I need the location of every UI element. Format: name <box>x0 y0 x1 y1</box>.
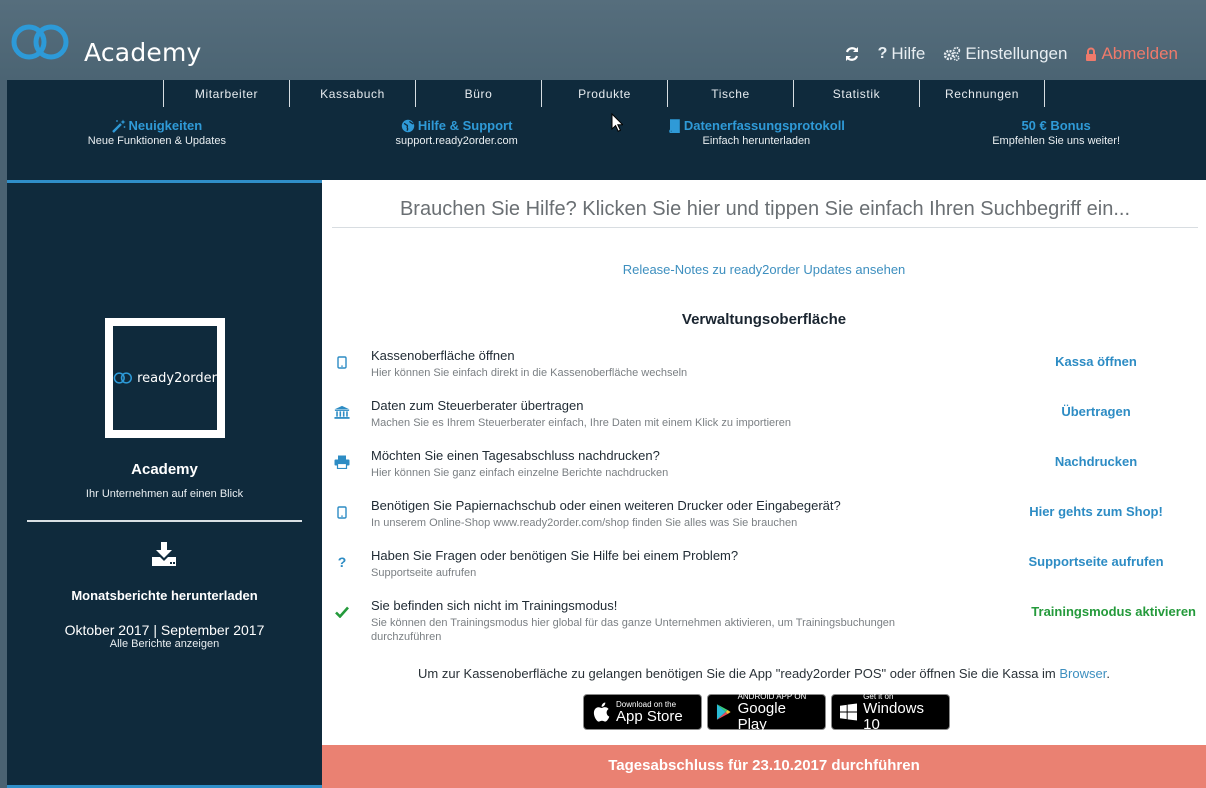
company-tagline: Ihr Unternehmen auf einen Blick <box>85 488 244 500</box>
feature-links <box>7 118 1206 147</box>
feature-protocol <box>607 118 907 147</box>
brand-name: ready2order <box>137 370 217 386</box>
windows-store-small: Get it on <box>863 691 894 701</box>
download-icon[interactable] <box>150 541 178 567</box>
transfer-button[interactable]: Übertragen <box>1061 404 1131 419</box>
main-navigation <box>7 80 1206 180</box>
top-bar <box>0 0 1206 80</box>
support-subtitle: support.ready2order.com <box>395 135 518 147</box>
tablet-icon <box>334 504 350 520</box>
tab-tische[interactable]: Tische <box>667 80 793 107</box>
help-search-input[interactable]: Brauchen Sie Hilfe? Klicken Sie hier und tippen Sie einfach Ihren Suchbegriff ein... <box>332 192 1198 228</box>
question-icon: ? <box>337 554 347 570</box>
ready2order-logo-icon <box>113 370 133 386</box>
bonus-title: 50 € Bonus <box>1021 118 1091 133</box>
app-hint-suffix: . <box>1106 666 1110 681</box>
company-name: Academy <box>131 461 198 478</box>
logout-button[interactable] <box>1085 44 1178 64</box>
lock-icon <box>1085 47 1097 62</box>
row-subtitle: Machen Sie es Ihrem Steuerberater einfach, Ihre Daten mit einem Klick zu importieren <box>371 417 792 429</box>
sidebar-divider <box>27 520 302 522</box>
app-store-small: Download on the <box>616 699 677 709</box>
row-title: Kassenoberfläche öffnen <box>371 348 515 363</box>
row-subtitle: Hier können Sie ganz einfach einzelne Berichte nachdrucken <box>371 467 669 479</box>
row-subtitle: Supportseite aufrufen <box>371 567 477 579</box>
globe-icon <box>401 119 415 133</box>
app-hint-text: Um zur Kassenoberfläche zu gelangen benötigen Sie die App "ready2order POS" oder öffnen Sie die Kassa im <box>418 666 1060 681</box>
list-item-shop <box>322 498 1206 544</box>
browser-link[interactable]: Browser <box>1059 666 1107 681</box>
store-badges <box>583 691 950 733</box>
tablet-icon <box>334 354 350 370</box>
bonus-subtitle: Empfehlen Sie uns weiter! <box>992 135 1121 147</box>
row-subtitle: In unserem Online-Shop www.ready2order.com/shop finden Sie alles was Sie brauchen <box>371 517 798 529</box>
help-label: Hilfe <box>891 44 926 63</box>
windows-store-badge[interactable] <box>831 691 950 733</box>
question-icon: ? <box>877 45 888 62</box>
check-icon <box>334 604 350 620</box>
windows-icon <box>840 703 857 721</box>
tab-produkte[interactable]: Produkte <box>541 80 667 107</box>
refresh-button[interactable] <box>844 46 860 62</box>
release-notes-link[interactable]: Release-Notes zu ready2order Updates ansehen <box>622 262 906 277</box>
company-logo-frame <box>105 318 225 438</box>
feature-bonus <box>906 118 1206 147</box>
refresh-icon <box>844 46 860 62</box>
feature-support <box>307 118 607 147</box>
list-item-open-register <box>322 348 1206 394</box>
apple-icon <box>592 702 610 722</box>
company-sidebar <box>7 180 322 788</box>
tab-statistik[interactable]: Statistik <box>793 80 919 107</box>
google-play-small: ANDROID APP ON <box>737 691 807 701</box>
list-item-training-mode <box>322 598 1206 644</box>
ready2order-logo-icon[interactable] <box>10 18 72 66</box>
printer-icon <box>334 454 350 470</box>
open-register-button[interactable]: Kassa öffnen <box>1055 354 1137 369</box>
support-title: Hilfe & Support <box>417 118 513 133</box>
feature-news <box>7 118 307 147</box>
settings-button[interactable] <box>943 44 1067 64</box>
tab-buero[interactable]: Büro <box>415 80 541 107</box>
settings-label: Einstellungen <box>965 44 1068 63</box>
all-reports-link[interactable]: Alle Berichte anzeigen <box>109 638 220 650</box>
magic-wand-icon <box>112 119 126 133</box>
news-link[interactable] <box>7 118 307 133</box>
app-store-big: App Store <box>616 707 683 725</box>
monthly-reports-months[interactable]: Oktober 2017 | September 2017 <box>64 622 265 638</box>
shop-button[interactable]: Hier gehts zum Shop! <box>1029 504 1163 519</box>
daily-closing-button[interactable]: Tagesabschluss für 23.10.2017 durchführen <box>322 745 1206 788</box>
protocol-title: Datenerfassungsprotokoll <box>683 118 845 133</box>
protocol-subtitle: Einfach herunterladen <box>702 135 811 147</box>
windows-store-big: Windows 10 <box>863 699 925 733</box>
app-hint <box>322 666 1206 681</box>
google-play-icon <box>716 703 732 721</box>
book-icon <box>668 119 681 133</box>
list-item-reprint <box>322 448 1206 494</box>
tab-rechnungen[interactable]: Rechnungen <box>919 80 1045 107</box>
help-button[interactable] <box>878 44 926 64</box>
header-actions <box>844 44 1178 64</box>
row-title: Daten zum Steuerberater übertragen <box>371 398 584 413</box>
row-title: Haben Sie Fragen oder benötigen Sie Hilfe bei einem Problem? <box>371 548 739 563</box>
row-title: Sie befinden sich nicht im Trainingsmodus! <box>371 598 618 613</box>
news-subtitle: Neue Funktionen & Updates <box>87 135 226 147</box>
protocol-link[interactable] <box>607 118 907 133</box>
section-title: Verwaltungsoberfläche <box>681 311 847 328</box>
news-title: Neuigkeiten <box>128 118 203 133</box>
bank-icon <box>334 404 350 420</box>
list-item-tax-advisor <box>322 398 1206 444</box>
list-item-support <box>322 548 1206 594</box>
bonus-link[interactable] <box>906 118 1206 133</box>
support-page-button[interactable]: Supportseite aufrufen <box>1028 554 1164 569</box>
app-title: Academy <box>84 38 202 67</box>
row-title: Möchten Sie einen Tagesabschluss nachdrucken? <box>371 448 660 463</box>
activate-training-button[interactable]: Trainingsmodus aktivieren <box>1031 604 1196 619</box>
gears-icon <box>943 46 961 62</box>
row-subtitle: Sie können den Trainingsmodus hier global für das ganze Unternehmen aktivieren, um Trainingsbuchungen durchzuführen <box>371 617 896 643</box>
nav-tabs <box>163 80 1045 107</box>
main-content <box>322 180 1206 788</box>
mouse-cursor-icon <box>611 113 623 132</box>
google-play-big: Google Play <box>737 699 786 733</box>
logout-label: Abmelden <box>1101 44 1178 63</box>
row-subtitle: Hier können Sie einfach direkt in die Kassenoberfläche wechseln <box>371 367 688 379</box>
google-play-badge[interactable] <box>707 691 826 733</box>
monthly-reports-title[interactable]: Monatsberichte herunterladen <box>71 588 258 603</box>
app-store-badge[interactable] <box>583 694 702 730</box>
row-title: Benötigen Sie Papiernachschub oder einen weiteren Drucker oder Eingabegerät? <box>371 498 841 513</box>
support-link[interactable] <box>307 118 607 133</box>
tab-mitarbeiter[interactable]: Mitarbeiter <box>163 80 289 107</box>
tab-kassabuch[interactable]: Kassabuch <box>289 80 415 107</box>
reprint-button[interactable]: Nachdrucken <box>1054 454 1138 469</box>
